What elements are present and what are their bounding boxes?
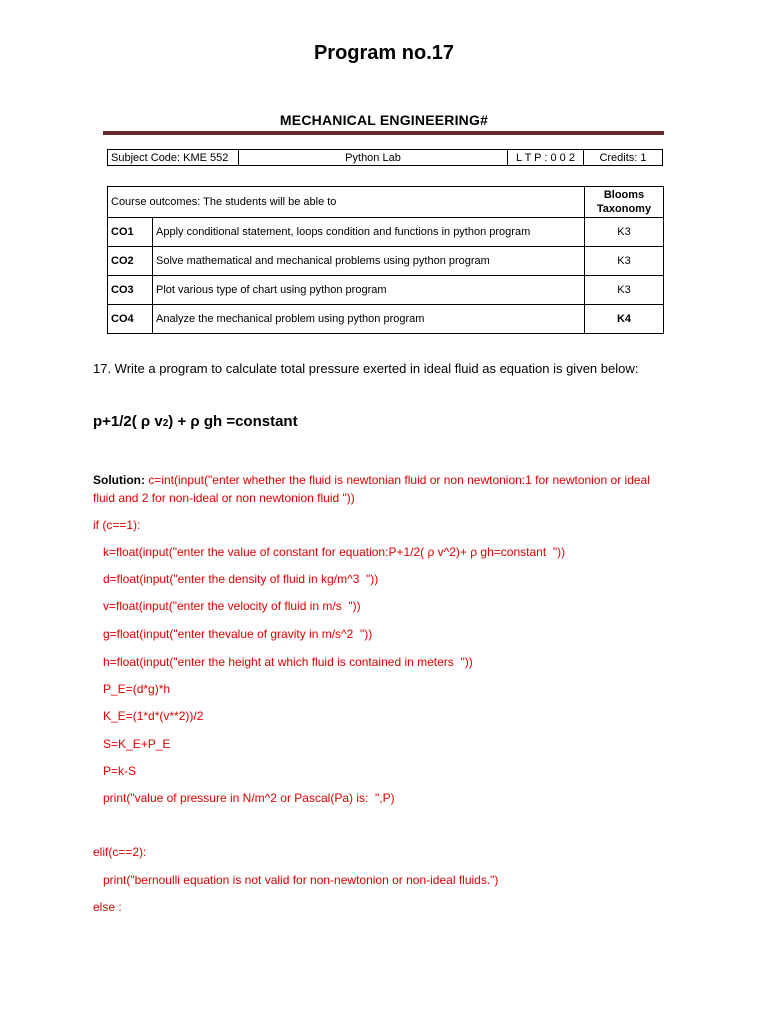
code-line: v=float(input("enter the velocity of fluid in m/s ")): [93, 599, 361, 613]
blooms-header: [585, 187, 664, 218]
subject-ltp: L T P : 0 0 2: [508, 150, 584, 166]
equation-subscript: 2: [162, 418, 169, 429]
code-line: else :: [93, 900, 122, 914]
code-line: P_E=(d*g)*h: [93, 682, 171, 696]
outcome-level: K3: [585, 218, 664, 247]
blooms-header-line2: Taxonomy: [596, 203, 652, 215]
outcome-id: CO3: [108, 276, 153, 305]
code-line: K_E=(1*d*(v**2))/2: [93, 709, 204, 723]
equation-part2: ) + ρ gh =constant: [168, 413, 298, 430]
header-rule: [103, 131, 664, 135]
department-heading: MECHANICAL ENGINEERING#: [279, 112, 489, 128]
outcome-row: [108, 247, 664, 276]
outcome-id: CO4: [108, 305, 153, 334]
code-line: P=k-S: [93, 764, 137, 778]
blooms-header-line1: Blooms: [603, 189, 645, 201]
subject-credits: Credits: 1: [584, 150, 663, 166]
outcome-row: [108, 218, 664, 247]
outcome-text: Solve mathematical and mechanical problems using python program: [153, 247, 585, 276]
course-outcomes-table: [107, 186, 664, 334]
outcome-id: CO2: [108, 247, 153, 276]
outcome-text: Apply conditional statement, loops condition and functions in python program: [153, 218, 585, 247]
subject-row: [108, 150, 663, 166]
code-line: elif(c==2):: [93, 845, 147, 859]
subject-table: [107, 149, 663, 166]
page-title: Program no.17: [313, 42, 455, 64]
code-line: print("value of pressure in N/m^2 or Pascal(Pa) is: ",P): [93, 791, 395, 805]
outcome-level: K3: [585, 247, 664, 276]
outcome-text: Plot various type of chart using python program: [153, 276, 585, 305]
bernoulli-equation: [93, 413, 298, 430]
outcome-row: [108, 305, 664, 334]
code-line: g=float(input("enter thevalue of gravity in m/s^2 ")): [93, 627, 373, 641]
outcome-text: Analyze the mechanical problem using python program: [153, 305, 585, 334]
code-line: h=float(input("enter the height at which fluid is contained in meters ")): [93, 655, 473, 669]
outcome-row: [108, 276, 664, 305]
outcome-id: CO1: [108, 218, 153, 247]
subject-name: Python Lab: [239, 150, 508, 166]
outcome-level: K4: [585, 305, 664, 334]
question-text: 17. Write a program to calculate total pressure exerted in ideal fluid as equation is given below:: [93, 361, 639, 376]
code-line: print("bernoulli equation is not valid for non-newtonion or non-ideal fluids."): [93, 873, 499, 887]
solution-label: Solution:: [93, 473, 145, 487]
solution-first-line: c=int(input("enter whether the fluid is newtonian fluid or non newtonion:1 for newtonion or ideal fluid and 2 for non-ideal or non newtonion fluid ")): [93, 473, 650, 505]
code-line: k=float(input("enter the value of constant for equation:P+1/2( ρ v^2)+ ρ gh=constant ")): [93, 545, 566, 559]
code-line: S=K_E+P_E: [93, 737, 171, 751]
code-line: if (c==1):: [93, 518, 141, 532]
equation-part1: p+1/2( ρ v: [93, 413, 163, 430]
solution-paragraph: [93, 471, 673, 507]
subject-code: Subject Code: KME 552: [108, 150, 239, 166]
outcome-level: K3: [585, 276, 664, 305]
outcomes-header-label: Course outcomes: The students will be able to: [108, 187, 585, 218]
code-line: d=float(input("enter the density of fluid in kg/m^3 ")): [93, 572, 379, 586]
outcomes-header-row: [108, 187, 664, 218]
